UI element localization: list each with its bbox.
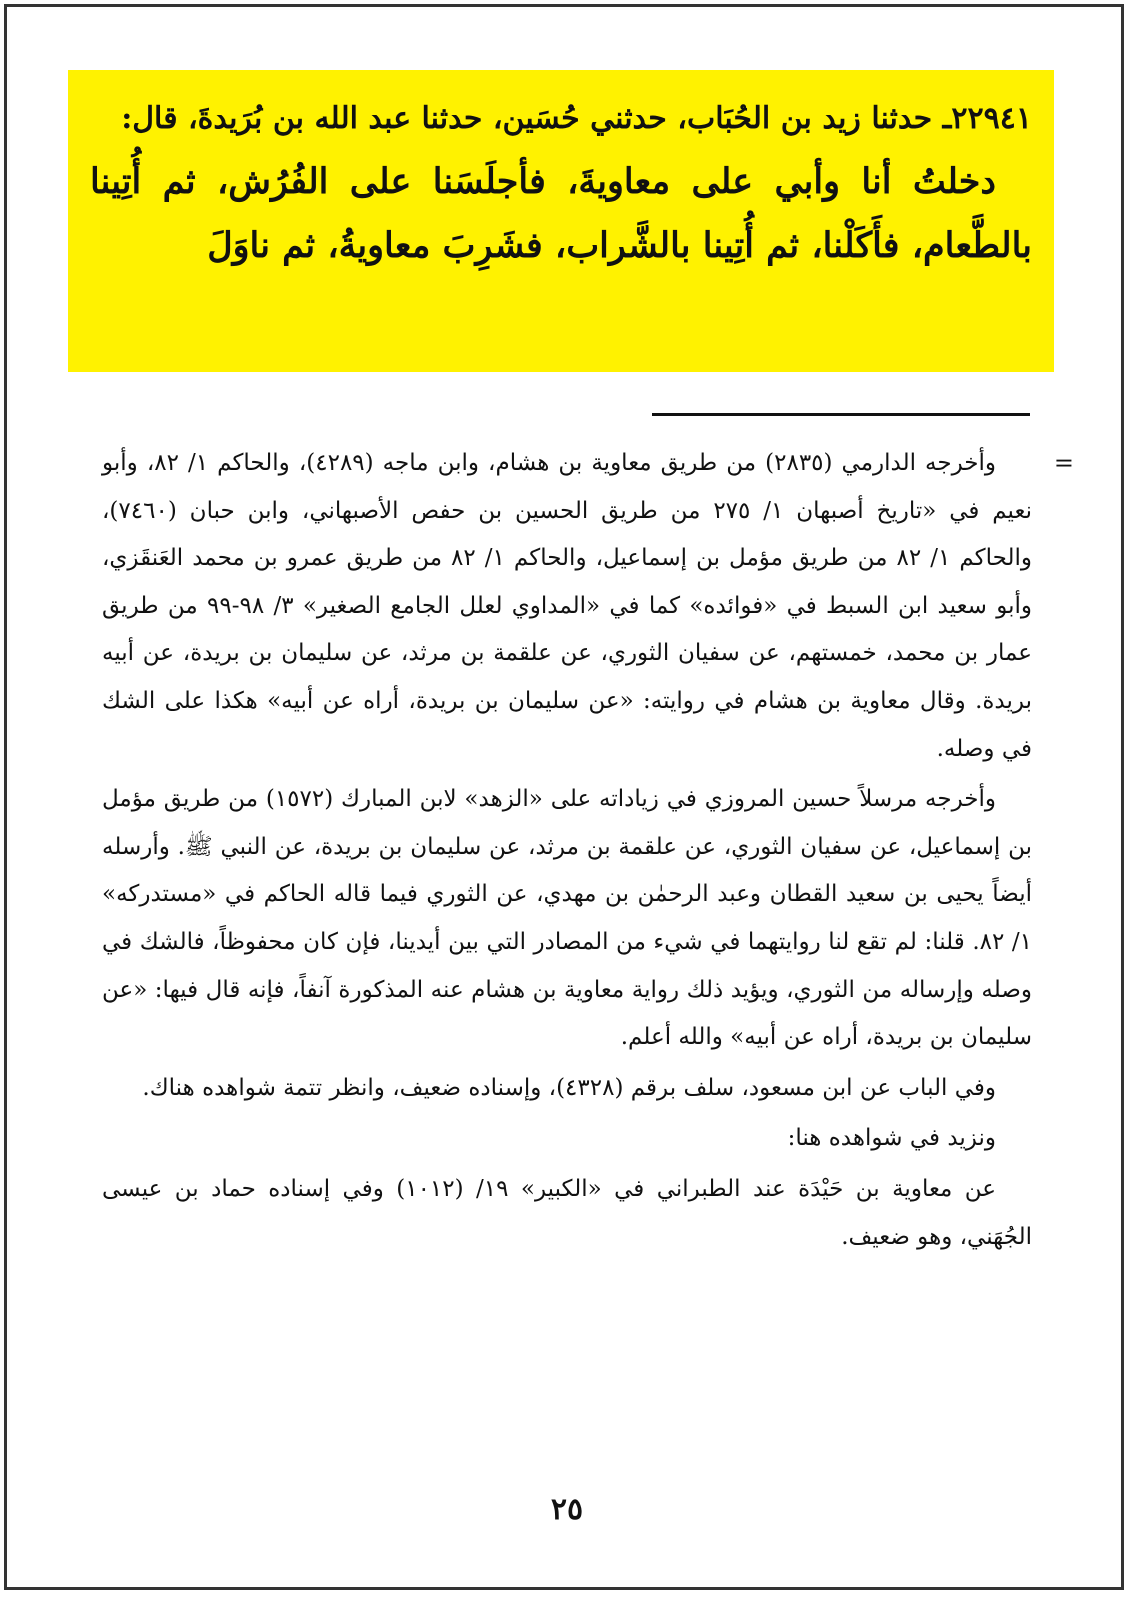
hadith-intro: ٢٢٩٤١ـ حدثنا زيد بن الحُبَاب، حدثني حُسَين، حدثنا عبد الله بن بُرَيدةَ، قال: bbox=[121, 101, 1032, 136]
page-number: ٢٥ bbox=[550, 1492, 584, 1527]
footnote-separator bbox=[652, 413, 1030, 416]
footnotes-section bbox=[102, 440, 1074, 1264]
footnote-paragraph-4: ونزيد في شواهده هنا: bbox=[787, 1125, 996, 1152]
continuation-mark: = bbox=[1053, 449, 1074, 477]
footnote-paragraph-5: عن معاوية بن حَيْدَة عند الطبراني في «الكبير» ١٩/ (١٠١٢) وفي إسناده حماد بن عيسى الجُهَني، وهو ضعيف. bbox=[102, 1175, 1032, 1250]
footnote-text: وأخرجه الدارمي (٢٨٣٥) من طريق معاوية بن هشام، وابن ماجه (٤٢٨٩)، والحاكم ١/ ٨٢، وأبو نعيم في «تاريخ أصبهان ١/ ٢٧٥ من طريق الحسين بن حفص الأصبهاني، وابن حبان (٧٤٦٠)، والحاكم ١/ ٨٢ من طريق مؤمل بن إسماعيل، والحاكم ١/ ٨٢ من طريق عمرو بن محمد العَنقَزي، وأبو سعيد ابن السبط في «فوائده» كما في «المداوي لعلل الجامع الصغير» ٣/ ٩٨-٩٩ من طريق عمار بن محمد، خمستهم، عن سفيان الثوري، عن علقمة بن مرثد، عن سليمان بن بريدة، عن أبيه بريدة. وقال معاوية بن هشام في روايته: «عن سليمان بن بريدة، أراه عن أبيه» هكذا على الشك في وصله. bbox=[102, 450, 1032, 762]
highlighted-hadith-block bbox=[68, 70, 1054, 372]
footnote-paragraph-2: وأخرجه مرسلاً حسين المروزي في زياداته على «الزهد» لابن المبارك (١٥٧٢) من طريق مؤمل بن إسماعيل، عن سفيان الثوري، عن علقمة بن مرثد، عن سليمان بن بريدة، عن النبي ﷺ. وأرسله أيضاً يحيى بن سعيد القطان وعبد الرحمٰن بن مهدي، عن الثوري فيما قاله الحاكم في «مستدركه» ١/ ٨٢. قلنا: لم تقع لنا روايتهما في شيء من المصادر التي بين أيدينا، فإن كان محفوظاً، فالشك في وصله وإرساله من الثوري، ويؤيد ذلك رواية معاوية بن هشام عنه المذكورة آنفاً، فإنه قال فيها: «عن سليمان بن بريدة، أراه عن أبيه» والله أعلم. bbox=[102, 786, 1032, 1051]
footnote-paragraph-3: وفي الباب عن ابن مسعود، سلف برقم (٤٣٢٨)، وإسناده ضعيف، وانظر تتمة شواهده هناك. bbox=[142, 1074, 996, 1101]
hadith-matn: دخلتُ أنا وأبي على معاويةَ، فأجلَسَنا على الفُرُش، ثم أُتِينا بالطَّعام، فأَكَلْنا، ثم أُتِينا بالشَّراب، فشَرِبَ معاويةُ، ثم ناوَلَ bbox=[90, 161, 1032, 266]
footnote-paragraph-1 bbox=[102, 440, 1074, 773]
